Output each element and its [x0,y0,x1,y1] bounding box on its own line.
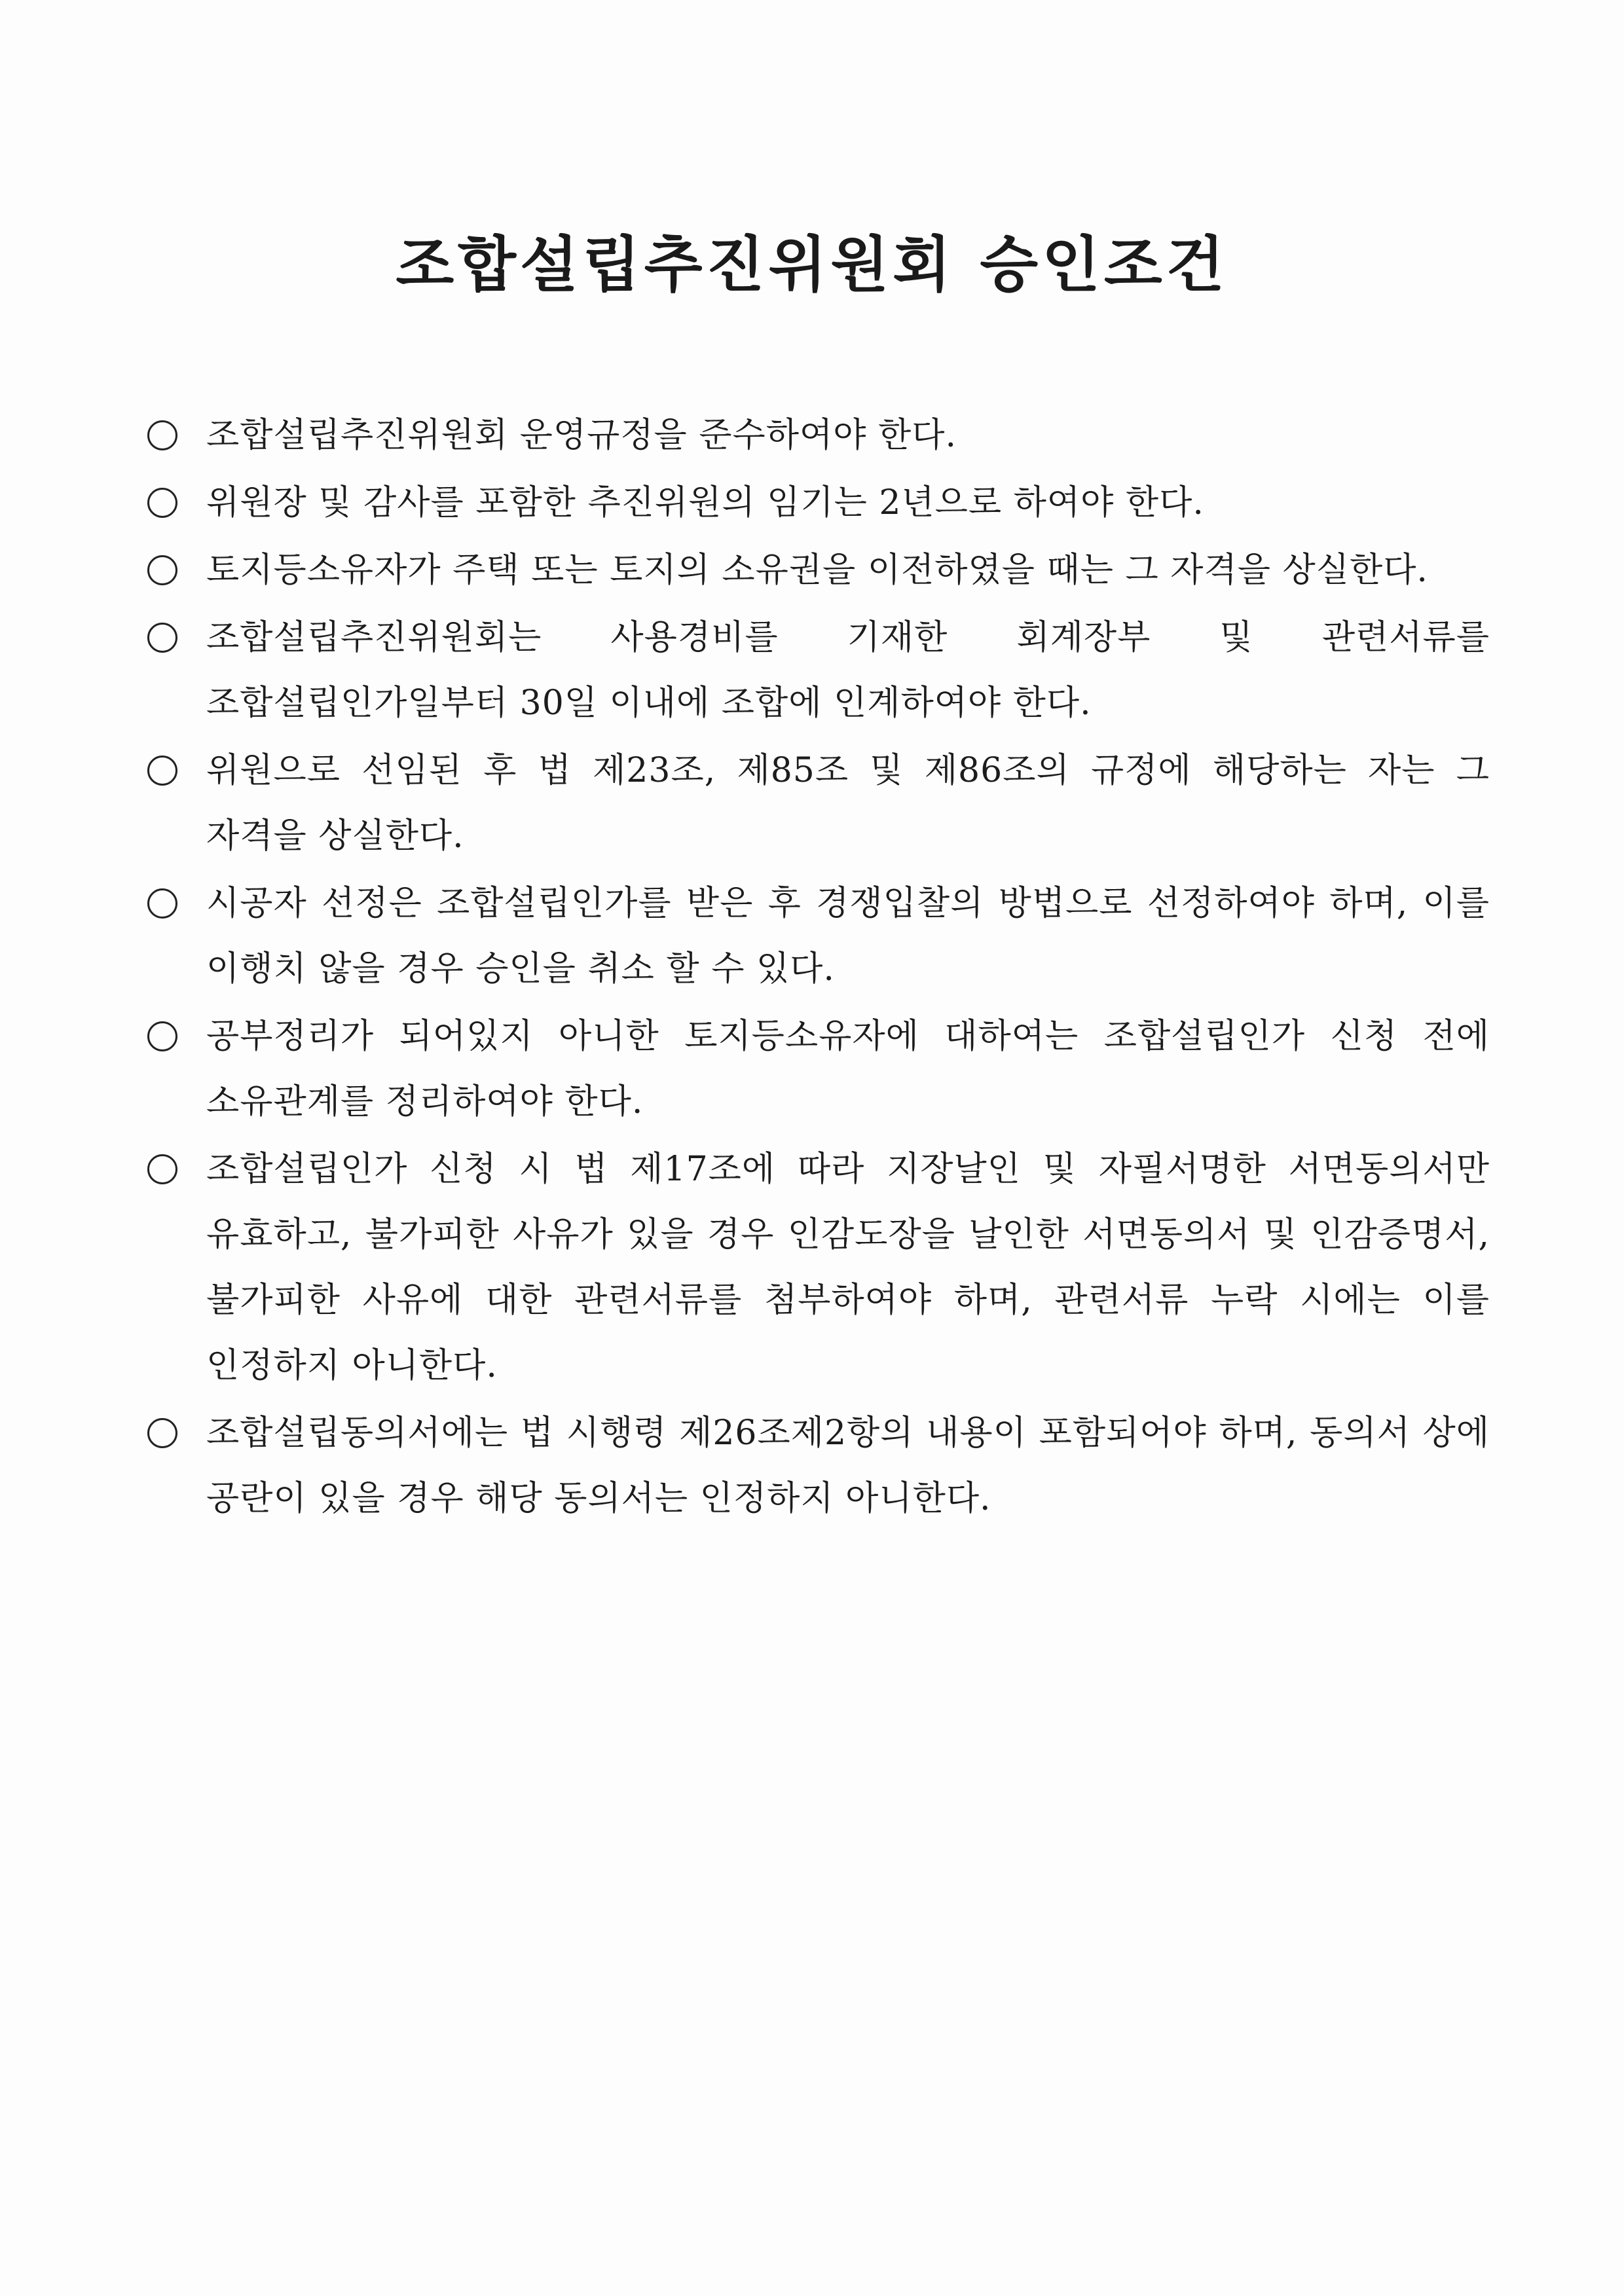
condition-text: 위원으로 선임된 후 법 제23조, 제85조 및 제86조의 규정에 해당하는 자는 그 자격을 상실한다. [206,751,1490,856]
hollow-circle-icon [147,871,206,936]
condition-text: 조합설립인가 신청 시 법 제17조에 따라 지장날인 및 자필서명한 서면동의서만 유효하고, 불가피한 사유가 있을 경우 인감도장을 날인한 서면동의서 및 인감증명서, 불가피한 사유에 대한 관련서류를 첨부하여야 하며, 관련서류 누락 시에는 이를 인정하지 아니한다. [206,1150,1490,1385]
hollow-circle-icon [147,1400,206,1466]
hollow-circle-icon [147,738,206,803]
document-title: 조합설립추진위원회 승인조건 [396,230,1228,300]
condition-item [147,1137,1490,1398]
condition-item [147,470,1490,536]
condition-text: 조합설립추진위원회는 사용경비를 기재한 회계장부 및 관련서류를 조합설립인가일부터 30일 이내에 조합에 인계하여야 한다. [206,618,1490,723]
condition-text: 조합설립동의서에는 법 시행령 제26조제2항의 내용이 포함되어야 하며, 동의서 상에 공란이 있을 경우 해당 동의서는 인정하지 아니한다. [206,1413,1490,1518]
hollow-circle-icon [147,605,206,670]
hollow-circle-icon [147,1004,206,1069]
condition-text: 토지등소유자가 주택 또는 토지의 소유권을 이전하였을 때는 그 자격을 상실한다. [206,551,1428,590]
hollow-circle-icon [147,1137,206,1202]
condition-item [147,538,1490,603]
condition-text: 시공자 선정은 조합설립인가를 받은 후 경쟁입찰의 방법으로 선정하여야 하며, 이를 이행치 않을 경우 승인을 취소 할 수 있다. [206,884,1490,989]
condition-text: 위원장 및 감사를 포함한 추진위원의 임기는 2년으로 하여야 한다. [206,483,1204,522]
condition-item [147,1004,1490,1135]
hollow-circle-icon [147,470,206,536]
condition-item [147,871,1490,1002]
condition-item [147,738,1490,869]
condition-text: 조합설립추진위원회 운영규정을 준수하여야 한다. [206,416,957,455]
condition-item [147,403,1490,468]
condition-text: 공부정리가 되어있지 아니한 토지등소유자에 대하여는 조합설립인가 신청 전에 소유관계를 정리하여야 한다. [206,1017,1490,1121]
condition-item [147,1400,1490,1531]
hollow-circle-icon [147,403,206,468]
conditions-list [147,403,1490,1533]
condition-item [147,605,1490,736]
hollow-circle-icon [147,538,206,603]
